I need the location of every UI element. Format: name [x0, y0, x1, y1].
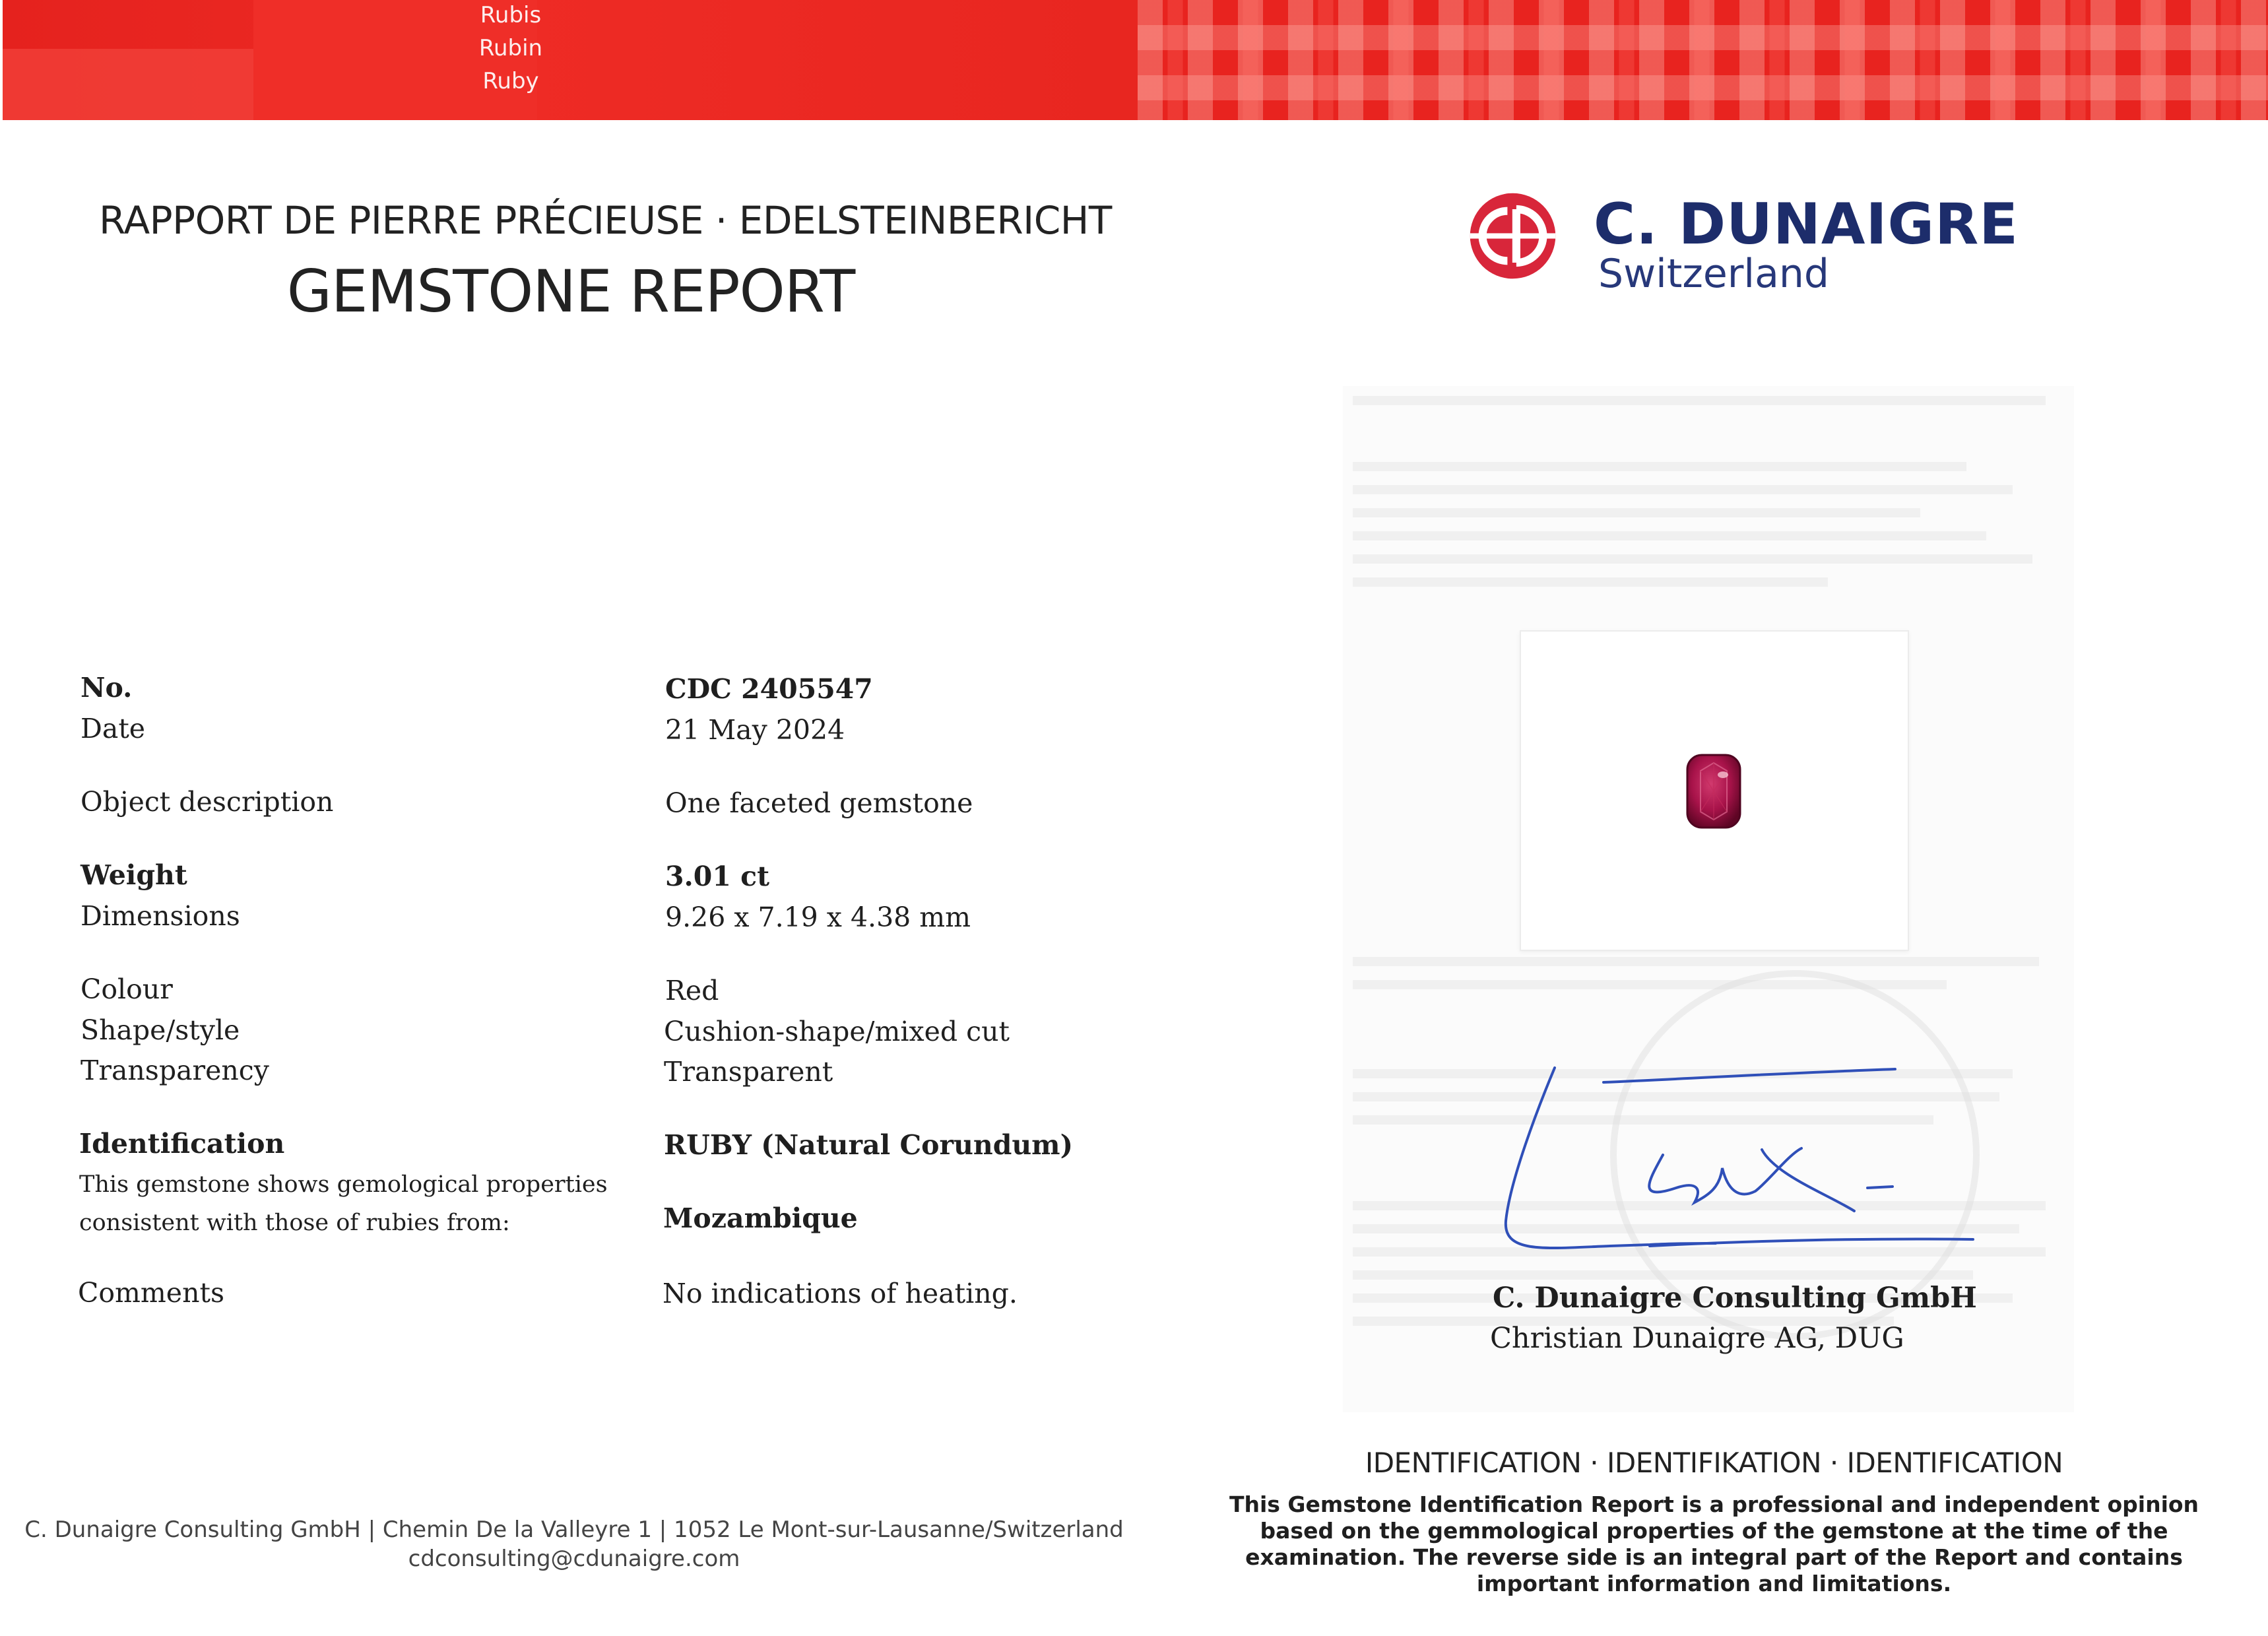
footer-address: C. Dunaigre Consulting GmbH | Chemin De la Valleyre 1 | 1052 Le Mont-sur-Lausanne/Switzerland — [24, 1517, 1124, 1543]
shape-style-value: Cushion-shape/mixed cut — [664, 1016, 1010, 1047]
identification-label: Identification — [79, 1128, 285, 1160]
identification-heading: IDENTIFICATION · IDENTIFIKATION · IDENTIFICATION — [1365, 1447, 2063, 1479]
cd-logo-icon — [1468, 191, 1557, 280]
footer-email: cdconsulting@cdunaigre.com — [408, 1546, 740, 1572]
disclaimer-line: examination. The reverse side is an integral part of the Report and contains — [1245, 1544, 2183, 1570]
signature-image — [1498, 1056, 1986, 1274]
transparency-label: Transparency — [81, 1055, 269, 1086]
transparency-value: Transparent — [664, 1056, 833, 1088]
report-number-value: CDC 2405547 — [665, 673, 873, 705]
dimensions-label: Dimensions — [81, 900, 240, 932]
weight-label: Weight — [81, 859, 187, 891]
origin-note-line1: This gemstone shows gemological properties — [79, 1171, 608, 1198]
origin-value: Mozambique — [663, 1202, 858, 1234]
weight-value: 3.01 ct — [665, 861, 770, 892]
banner-word-ruby: Ruby — [482, 68, 539, 94]
identification-value: RUBY (Natural Corundum) — [664, 1129, 1073, 1161]
banner-solid-area — [3, 0, 1138, 120]
logo-company-name: C. DUNAIGRE — [1594, 191, 2019, 257]
origin-note-line2: consistent with those of rubies from: — [79, 1210, 510, 1236]
shape-style-label: Shape/style — [81, 1014, 240, 1046]
colour-value: Red — [665, 975, 719, 1006]
logo-country: Switzerland — [1598, 251, 1829, 297]
banner-word-rubis: Rubis — [480, 2, 542, 28]
disclaimer-line: This Gemstone Identification Report is a professional and independent opinion — [1229, 1491, 2199, 1517]
date-value: 21 May 2024 — [665, 714, 845, 746]
date-label: Date — [81, 713, 146, 744]
ruby-gem-icon — [1685, 752, 1743, 830]
identification-disclaimer — [1224, 1491, 2204, 1597]
banner-word-rubin: Rubin — [478, 35, 543, 61]
report-subtitle: RAPPORT DE PIERRE PRÉCIEUSE · EDELSTEINBERICHT — [99, 198, 1112, 243]
disclaimer-line: important information and limitations. — [1476, 1571, 1952, 1596]
object-description-label: Object description — [81, 786, 334, 818]
signatory-company: C. Dunaigre Consulting GmbH — [1493, 1282, 1977, 1315]
banner-pattern — [1138, 0, 2268, 120]
signatory-person: Christian Dunaigre AG, DUG — [1490, 1322, 1904, 1355]
dimensions-value: 9.26 x 7.19 x 4.38 mm — [665, 901, 971, 933]
colour-label: Colour — [81, 973, 173, 1005]
banner-gem-names — [465, 0, 557, 98]
comments-label: Comments — [78, 1277, 224, 1309]
comments-value: No indications of heating. — [663, 1278, 1018, 1309]
disclaimer-line: based on the gemmological properties of the gemstone at the time of the — [1260, 1518, 2168, 1544]
report-number-label: No. — [81, 672, 133, 703]
object-description-value: One faceted gemstone — [665, 787, 973, 819]
top-banner — [3, 0, 2268, 120]
report-title: GEMSTONE REPORT — [286, 257, 855, 325]
